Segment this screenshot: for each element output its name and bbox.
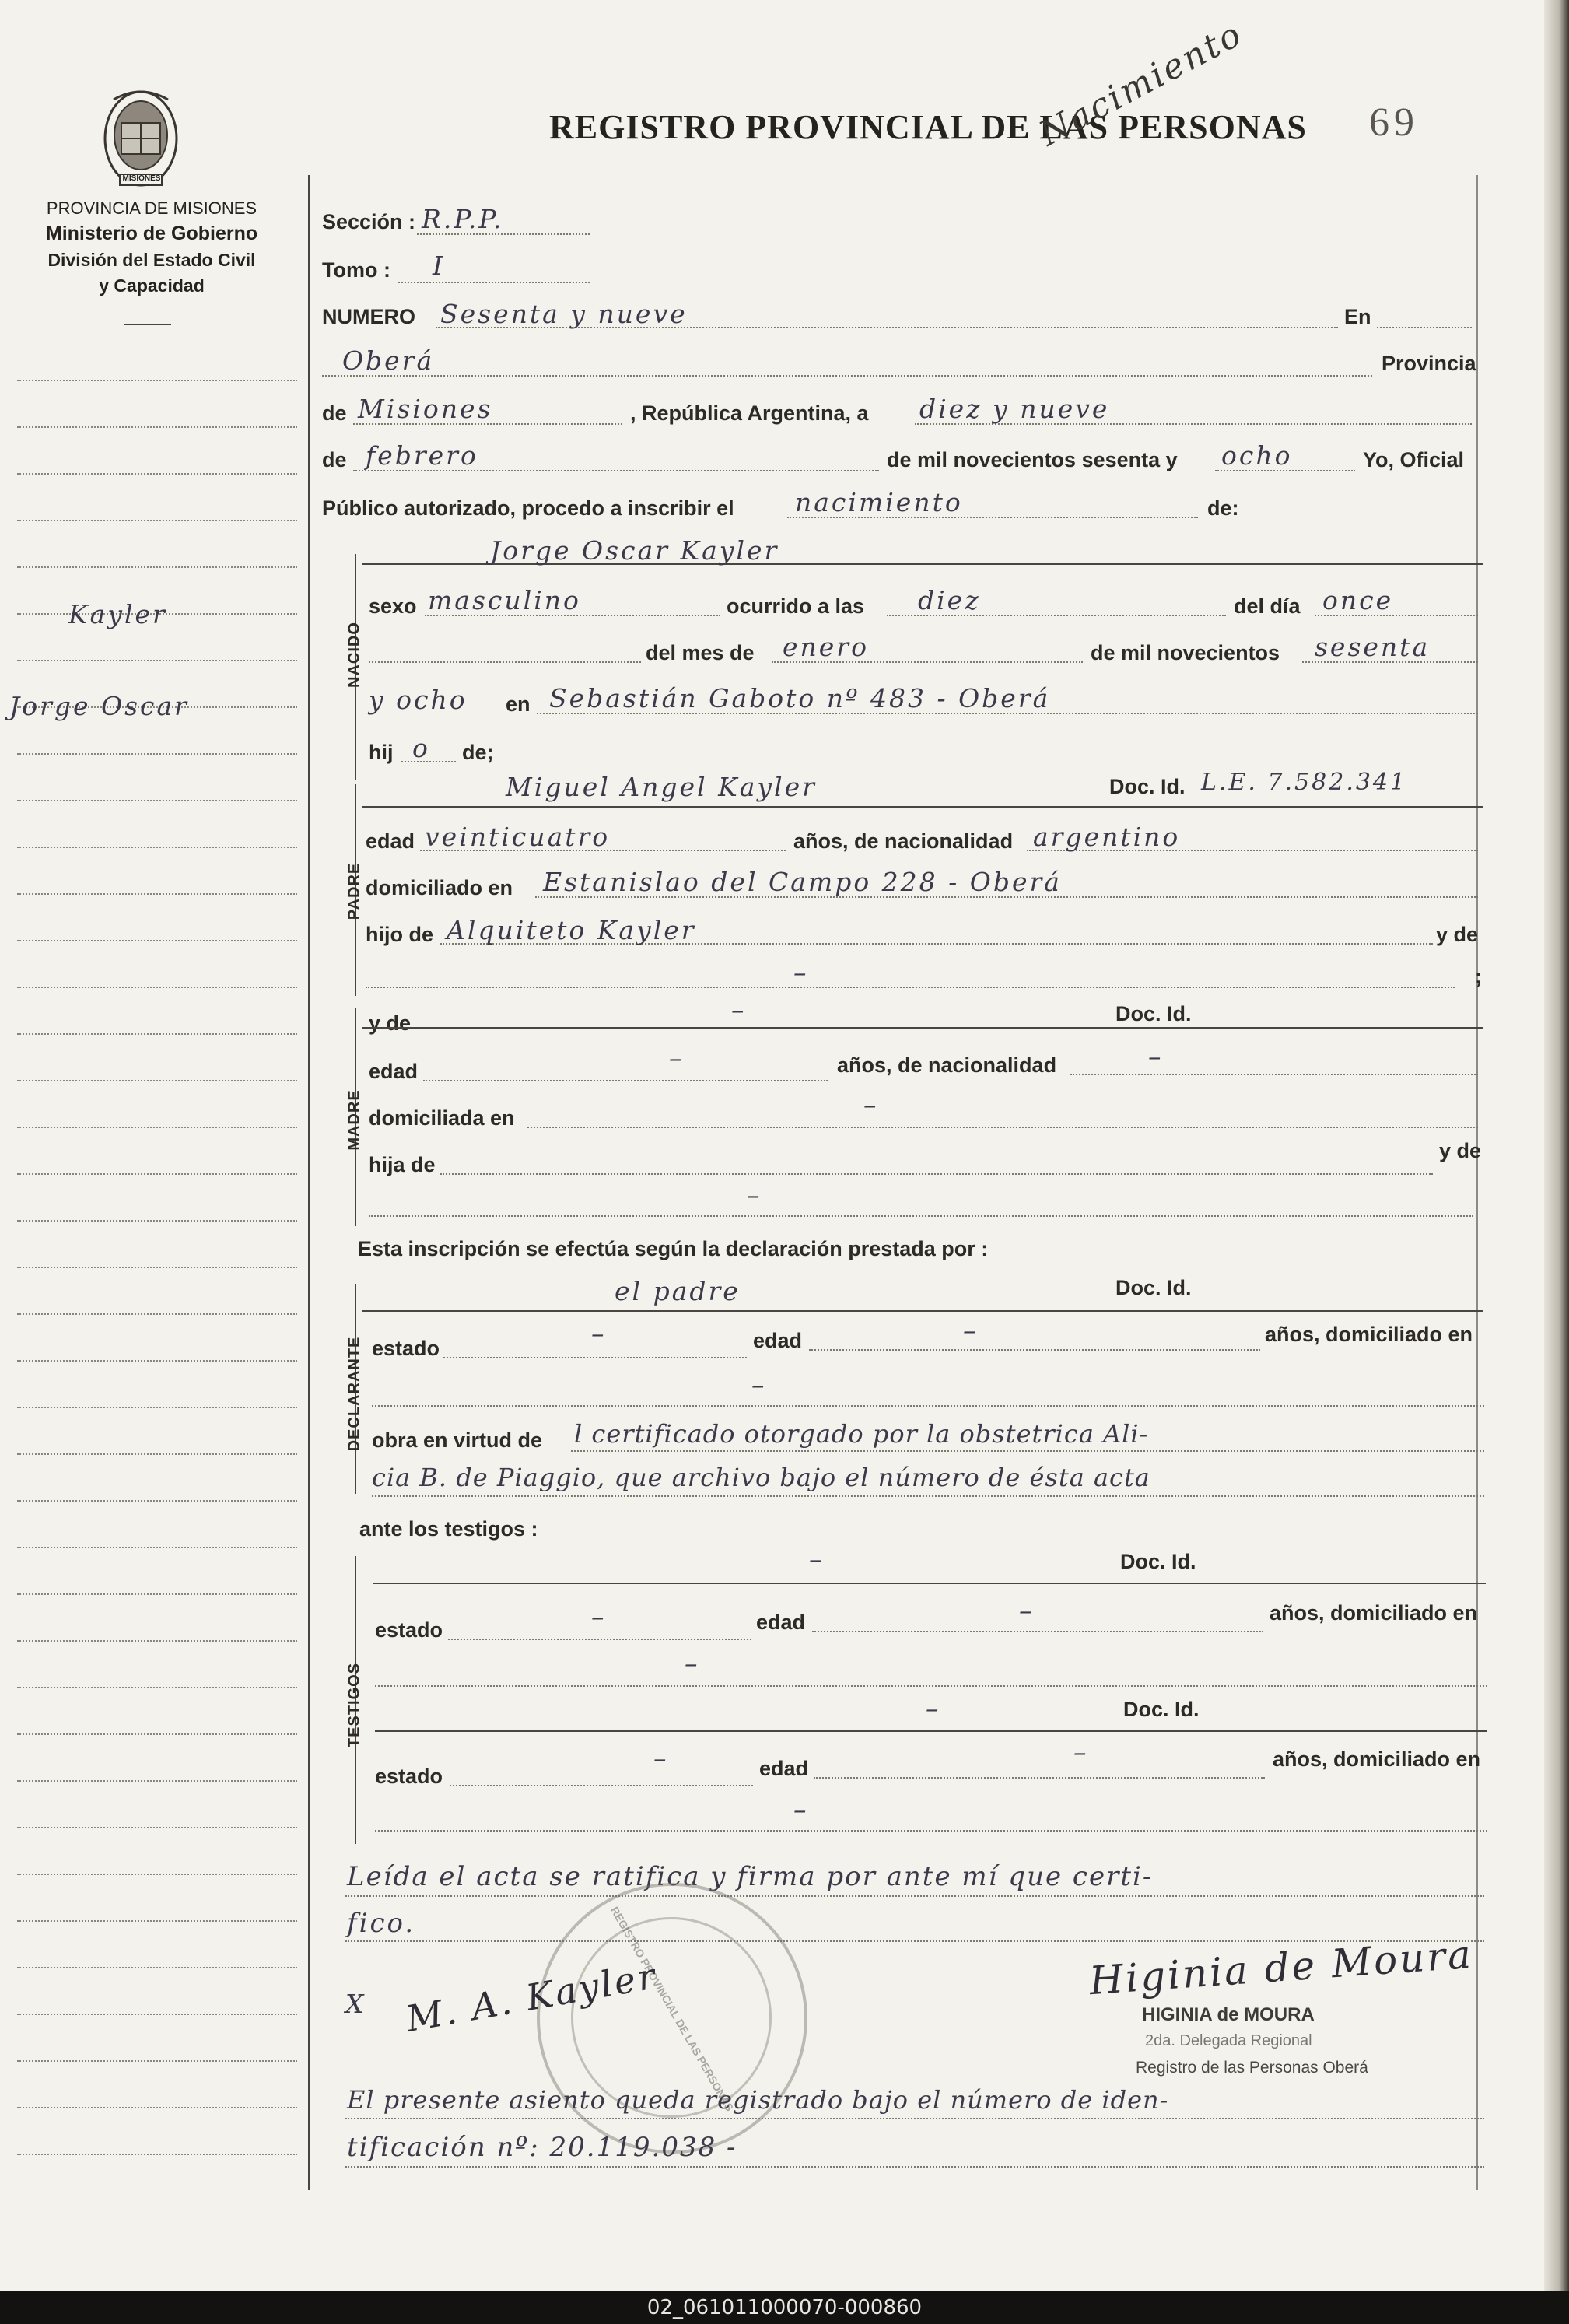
numero-en-label: En — [1344, 305, 1371, 328]
tomo-label: Tomo : — [322, 258, 390, 282]
testigos-section-label: TESTIGOS — [345, 1662, 363, 1748]
testigo2-doc-label: Doc. Id. — [1123, 1698, 1200, 1721]
closing-line-2 — [345, 1940, 1484, 1942]
image-id-strip — [0, 2291, 1569, 2324]
margin-ruled-line — [17, 1780, 297, 1782]
margin-ruled-line — [17, 1874, 297, 1875]
del-mes-label: del mes de — [646, 641, 755, 664]
act-value: nacimiento — [795, 487, 963, 517]
madre-hija-line — [440, 1173, 1433, 1175]
madre-hija-label: hija de — [369, 1153, 436, 1176]
de-month-label: de — [322, 448, 347, 471]
mark-x: X — [345, 1989, 366, 2019]
testigo1-anios-label: años, domiciliado en — [1270, 1601, 1478, 1625]
margin-ruled-line — [17, 1360, 297, 1362]
margin-ruled-line — [17, 1640, 297, 1642]
header-divider — [124, 324, 171, 325]
provincial-emblem — [98, 84, 184, 193]
margin-ruled-line — [17, 1407, 297, 1408]
madre-yde2-label: y de — [1439, 1139, 1482, 1162]
hora-value: diez — [918, 585, 981, 615]
tomo-line — [398, 282, 590, 283]
page-title: REGISTRO PROVINCIAL DE LAS PERSONAS — [549, 108, 1307, 146]
madre-nac-label: años, de nacionalidad — [837, 1053, 1057, 1077]
official-role: 2da. Delegada Regional — [1145, 2032, 1312, 2049]
declarante-edad-label: edad — [753, 1329, 803, 1352]
year-label: de mil novecientos sesenta y — [887, 448, 1178, 471]
image-id-label: 02_061011000070-000860 — [646, 2296, 923, 2319]
margin-ruled-line — [17, 1453, 297, 1455]
testigo2-estado-line — [450, 1785, 753, 1786]
republica-label: , República Argentina, a — [630, 401, 869, 425]
provincia-value: Misiones — [358, 394, 493, 424]
mil-novecientos-label: de mil novecientos — [1091, 641, 1280, 664]
note-line-2 — [345, 2166, 1484, 2168]
madre-name-dash: – — [731, 994, 747, 1025]
seccion-label: Sección : — [322, 210, 416, 233]
signature-left: M. A. Kayler — [402, 1954, 660, 2040]
madre-yde-label: y de — [369, 1011, 412, 1035]
signature-right: Higinia de Moura — [1087, 1931, 1475, 2004]
testigo2-edad-label: edad — [759, 1757, 809, 1780]
declarante-dom-dash: – — [751, 1369, 767, 1400]
yo-oficial-label: Yo, Oficial — [1363, 448, 1465, 471]
testigo2-anios-label: años, domiciliado en — [1273, 1747, 1481, 1771]
madre-section-label: MADRE — [345, 1089, 363, 1151]
madre-edad-label: edad — [369, 1060, 419, 1083]
margin-ruled-line — [17, 800, 297, 801]
left-margin-rule — [308, 175, 310, 2190]
testigo1-dom-dash: – — [685, 1648, 700, 1678]
official-name: HIGINIA de MOURA — [1142, 2004, 1315, 2025]
madre-edad-line — [423, 1080, 828, 1081]
de-label: de — [322, 401, 347, 425]
sexo-value: masculino — [428, 585, 581, 615]
margin-ruled-line — [17, 1733, 297, 1735]
mes-value: enero — [783, 632, 869, 662]
testigo2-edad-dash: – — [1073, 1737, 1089, 1767]
margin-ruled-line — [17, 987, 297, 988]
testigo2-edad-line — [814, 1777, 1265, 1779]
hij-value: o — [412, 733, 430, 763]
declarante-edad-line — [809, 1349, 1260, 1351]
margin-ruled-line — [17, 1220, 297, 1222]
margin-ruled-line — [17, 1313, 297, 1315]
margin-ruled-line — [17, 1080, 297, 1081]
dia-value: once — [1322, 585, 1394, 615]
padre-hijo2-line — [366, 987, 1455, 988]
margin-ruled-line — [17, 2107, 297, 2108]
obra-value-1: l certificado otorgado por la obstetrica Ali- — [574, 1419, 1149, 1449]
mes-pre-line — [369, 661, 641, 663]
madre-hija2-dash: – — [747, 1180, 762, 1210]
margin-ruled-line — [17, 1173, 297, 1175]
obra-value-2: cia B. de Piaggio, que archivo bajo el número de ésta acta — [372, 1463, 1150, 1492]
year-value: ocho — [1221, 440, 1293, 471]
madre-dom-label: domiciliada en — [369, 1106, 515, 1130]
padre-edad-value: veinticuatro — [425, 822, 611, 852]
top-annotation-scrawl: Nacimiento — [1033, 13, 1250, 155]
obra-line-2 — [372, 1495, 1484, 1497]
testigo1-edad-label: edad — [756, 1611, 806, 1634]
anio-value: sesenta — [1315, 632, 1431, 662]
testigo2-dom-line — [375, 1830, 1487, 1832]
hij-label: hij — [369, 741, 394, 764]
padre-hijo-label: hijo de — [366, 923, 433, 946]
margin-ruled-line — [17, 2060, 297, 2062]
testigo2-name-dash: – — [926, 1693, 941, 1723]
tomo-value: I — [433, 251, 446, 281]
declarante-estado-line — [443, 1357, 747, 1358]
division-name-line2: y Capacidad — [99, 275, 205, 296]
margin-ruled-line — [17, 2014, 297, 2015]
emblem-text: MISIONES — [122, 174, 161, 183]
margin-ruled-line — [17, 380, 297, 381]
testigo2-estado-label: estado — [375, 1765, 443, 1788]
madre-edad-dash: – — [669, 1043, 685, 1073]
padre-name: Miguel Angel Kayler — [506, 772, 817, 802]
ministry-name: Ministerio de Gobierno — [45, 223, 258, 244]
declarante-name: el padre — [615, 1276, 741, 1306]
margin-ruled-line — [17, 847, 297, 848]
margin-given-names: Jorge Oscar — [9, 691, 189, 721]
madre-hija2-line — [369, 1215, 1473, 1217]
testigo1-doc-label: Doc. Id. — [1120, 1550, 1196, 1573]
margin-ruled-line — [17, 940, 297, 941]
declarante-name-line — [362, 1310, 1483, 1312]
madre-name-line — [362, 1027, 1483, 1029]
padre-edad-label: edad — [366, 829, 415, 853]
registration-note-2: tificación nº: 20.119.038 - — [347, 2132, 737, 2163]
seal-text: REGISTRO PROVINCIAL DE LAS PERSONAS — [608, 1904, 737, 2114]
declarante-intro: Esta inscripción se efectúa según la declaración prestada por : — [358, 1237, 989, 1260]
declarante-anios-label: años, domiciliado en — [1265, 1323, 1473, 1346]
padre-nac-value: argentino — [1033, 822, 1181, 852]
declarante-edad-dash: – — [963, 1315, 979, 1345]
margin-ruled-line — [17, 1967, 297, 1968]
month-value: febrero — [366, 440, 478, 471]
testigos-intro: ante los testigos : — [359, 1517, 538, 1541]
testigo1-dom-line — [375, 1685, 1487, 1687]
margin-ruled-line — [17, 1920, 297, 1922]
padre-hijo2-dash: – — [793, 957, 809, 987]
padre-yde-label: y de — [1436, 923, 1479, 946]
madre-dom-dash: – — [863, 1089, 879, 1120]
note-line-1 — [345, 2118, 1484, 2119]
nacido-name: Jorge Oscar Kayler — [490, 535, 779, 566]
madre-doc-label: Doc. Id. — [1115, 1002, 1192, 1025]
testigo2-name-line — [375, 1730, 1487, 1732]
registration-note-1: El presente asiento queda registrado bajo el número de iden- — [347, 2085, 1169, 2115]
province-name: PROVINCIA DE MISIONES — [46, 198, 257, 218]
padre-dom-value: Estanislao del Campo 228 - Oberá — [543, 867, 1062, 897]
margin-ruled-line — [17, 753, 297, 755]
padre-doc-label: Doc. Id. — [1109, 775, 1186, 798]
margin-ruled-line — [17, 426, 297, 428]
book-binding-edge — [1544, 0, 1569, 2291]
testigo1-estado-label: estado — [375, 1618, 443, 1642]
margin-ruled-line — [17, 1500, 297, 1502]
numero-value: Sesenta y nueve — [440, 299, 688, 329]
division-name: División del Estado Civil — [47, 250, 256, 270]
madre-dom-line — [527, 1127, 1478, 1128]
lugar-value: Sebastián Gaboto nº 483 - Oberá — [549, 683, 1051, 713]
publico-label: Público autorizado, procedo a inscribir el — [322, 496, 734, 520]
testigo1-edad-dash: – — [1019, 1595, 1035, 1625]
closing-line-1 — [345, 1895, 1484, 1897]
padre-semicolon: ; — [1475, 965, 1482, 988]
testigo1-estado-dash: – — [591, 1601, 607, 1632]
margin-ruled-line — [17, 566, 297, 568]
margin-ruled-line — [17, 660, 297, 661]
obra-line-1 — [571, 1450, 1484, 1452]
margin-surname: Kayler — [68, 599, 167, 629]
madre-nac-line — [1070, 1074, 1478, 1075]
declarante-estado-dash: – — [591, 1318, 607, 1348]
margin-ruled-line — [17, 1267, 297, 1268]
obra-label: obra en virtud de — [372, 1428, 543, 1452]
en-line — [1377, 327, 1472, 328]
testigo2-dom-dash: – — [793, 1794, 809, 1824]
sexo-label: sexo — [369, 594, 417, 618]
day-value: diez y nueve — [919, 394, 1110, 424]
padre-hijo-value: Alquiteto Kayler — [447, 915, 696, 945]
margin-ruled-line — [17, 2154, 297, 2155]
closing-text-1: Leída el acta se ratifica y firma por ante mí que certi- — [347, 1861, 1154, 1892]
margin-ruled-line — [17, 1547, 297, 1548]
margin-ruled-line — [17, 520, 297, 521]
place-line — [322, 375, 1372, 377]
margin-ruled-line — [17, 1127, 297, 1128]
provincia-label: Provincia — [1382, 352, 1476, 375]
closing-text-2: fico. — [347, 1908, 416, 1939]
numero-label: NUMERO — [322, 305, 415, 328]
margin-ruled-line — [17, 1593, 297, 1595]
page-number: 69 — [1369, 100, 1419, 145]
declarante-dom-line — [372, 1405, 1484, 1407]
official-office: Registro de las Personas Oberá — [1136, 2059, 1368, 2077]
testigo1-edad-line — [812, 1631, 1263, 1632]
margin-ruled-line — [17, 1687, 297, 1688]
padre-name-line — [362, 806, 1483, 808]
declarante-doc-label: Doc. Id. — [1115, 1276, 1192, 1299]
padre-doc-value: L.E. 7.582.341 — [1201, 769, 1408, 796]
anio-value-cont: y ocho — [369, 685, 468, 715]
place-value: Oberá — [342, 345, 435, 376]
padre-dom-label: domiciliado en — [366, 876, 513, 899]
margin-ruled-line — [17, 893, 297, 895]
margin-ruled-line — [17, 473, 297, 475]
declarante-section-label: DECLARANTE — [345, 1336, 363, 1452]
nacido-section-label: NACIDO — [345, 622, 363, 688]
testigo1-name-dash: – — [809, 1544, 825, 1574]
ocurrido-label: ocurrido a las — [727, 594, 865, 618]
padre-section-label: PADRE — [345, 862, 363, 920]
de-semicolon-label: de; — [462, 741, 494, 764]
del-dia-label: del día — [1234, 594, 1301, 618]
de-colon-label: de: — [1207, 496, 1239, 520]
testigo1-name-line — [373, 1583, 1486, 1584]
declarante-estado-label: estado — [372, 1337, 440, 1360]
margin-ruled-line — [17, 1827, 297, 1828]
seccion-value: R.P.P. — [422, 204, 504, 234]
right-margin-rule — [1476, 175, 1478, 2190]
testigo2-estado-dash: – — [653, 1743, 669, 1773]
margin-ruled-line — [17, 1033, 297, 1035]
testigo1-estado-line — [448, 1639, 751, 1640]
madre-nac-dash: – — [1148, 1041, 1164, 1071]
en-label: en — [506, 692, 531, 716]
padre-nac-label: años, de nacionalidad — [793, 829, 1014, 853]
